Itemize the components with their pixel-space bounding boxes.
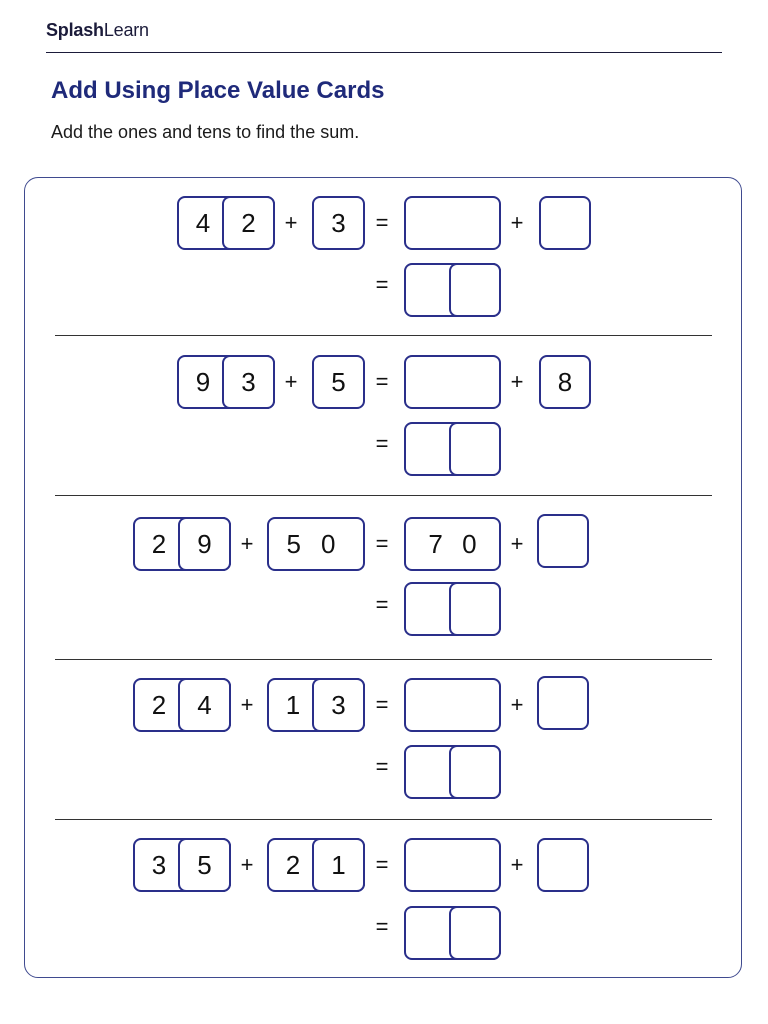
number-card-ones: 3 bbox=[312, 678, 365, 732]
plus-sign: + bbox=[510, 210, 524, 235]
number-card-ones: 5 bbox=[312, 355, 365, 409]
ones-answer-box[interactable] bbox=[537, 676, 589, 730]
number-card-tens: 1 bbox=[267, 678, 365, 732]
plus-sign: + bbox=[240, 852, 254, 877]
equals-sign: = bbox=[375, 369, 389, 394]
equals-sign: = bbox=[375, 754, 389, 779]
problem-divider bbox=[55, 495, 712, 496]
number-card-tens: 5 0 bbox=[267, 517, 365, 571]
tens-answer-box[interactable] bbox=[404, 678, 501, 732]
number-card-ones: 5 bbox=[178, 838, 231, 892]
equals-sign: = bbox=[375, 592, 389, 617]
number-card-tens: 3 bbox=[133, 838, 231, 892]
sum-ones-box[interactable] bbox=[449, 422, 501, 476]
equals-sign: = bbox=[375, 692, 389, 717]
problem-divider bbox=[55, 819, 712, 820]
ones-answer-box[interactable]: 8 bbox=[539, 355, 591, 409]
equals-sign: = bbox=[375, 210, 389, 235]
number-card-ones: 3 bbox=[222, 355, 275, 409]
splashlearn-logo: SplashLearn bbox=[46, 20, 149, 40]
sum-ones-box[interactable] bbox=[449, 582, 501, 636]
plus-sign: + bbox=[240, 692, 254, 717]
number-card-tens: 9 bbox=[177, 355, 275, 409]
sum-ones-box[interactable] bbox=[449, 906, 501, 960]
number-card-ones: 3 bbox=[312, 196, 365, 250]
number-card-tens: 2 bbox=[133, 517, 231, 571]
plus-sign: + bbox=[284, 369, 298, 394]
tens-answer-box[interactable] bbox=[404, 355, 501, 409]
number-card-ones: 2 bbox=[222, 196, 275, 250]
plus-sign: + bbox=[510, 531, 524, 556]
sum-ones-box[interactable] bbox=[449, 745, 501, 799]
equals-sign: = bbox=[375, 531, 389, 556]
number-card-tens: 2 bbox=[267, 838, 365, 892]
equals-sign: = bbox=[375, 914, 389, 939]
number-card-tens: 4 bbox=[177, 196, 275, 250]
header-rule bbox=[46, 52, 722, 53]
sum-ones-box[interactable] bbox=[449, 263, 501, 317]
ones-answer-box[interactable] bbox=[539, 196, 591, 250]
number-card-ones: 9 bbox=[178, 517, 231, 571]
number-card-tens: 2 bbox=[133, 678, 231, 732]
plus-sign: + bbox=[510, 852, 524, 877]
tens-answer-box[interactable]: 7 0 bbox=[404, 517, 501, 571]
ones-answer-box[interactable] bbox=[537, 838, 589, 892]
worksheet-instructions: Add the ones and tens to find the sum. bbox=[51, 122, 360, 142]
equals-sign: = bbox=[375, 272, 389, 297]
number-card-ones: 1 bbox=[312, 838, 365, 892]
plus-sign: + bbox=[240, 531, 254, 556]
equals-sign: = bbox=[375, 431, 389, 456]
tens-answer-box[interactable] bbox=[404, 196, 501, 250]
problem-divider bbox=[55, 659, 712, 660]
number-card-ones: 4 bbox=[178, 678, 231, 732]
worksheet-title: Add Using Place Value Cards bbox=[51, 77, 385, 104]
plus-sign: + bbox=[510, 369, 524, 394]
equals-sign: = bbox=[375, 852, 389, 877]
ones-answer-box[interactable] bbox=[537, 514, 589, 568]
tens-answer-box[interactable] bbox=[404, 838, 501, 892]
problem-divider bbox=[55, 335, 712, 336]
plus-sign: + bbox=[510, 692, 524, 717]
plus-sign: + bbox=[284, 210, 298, 235]
